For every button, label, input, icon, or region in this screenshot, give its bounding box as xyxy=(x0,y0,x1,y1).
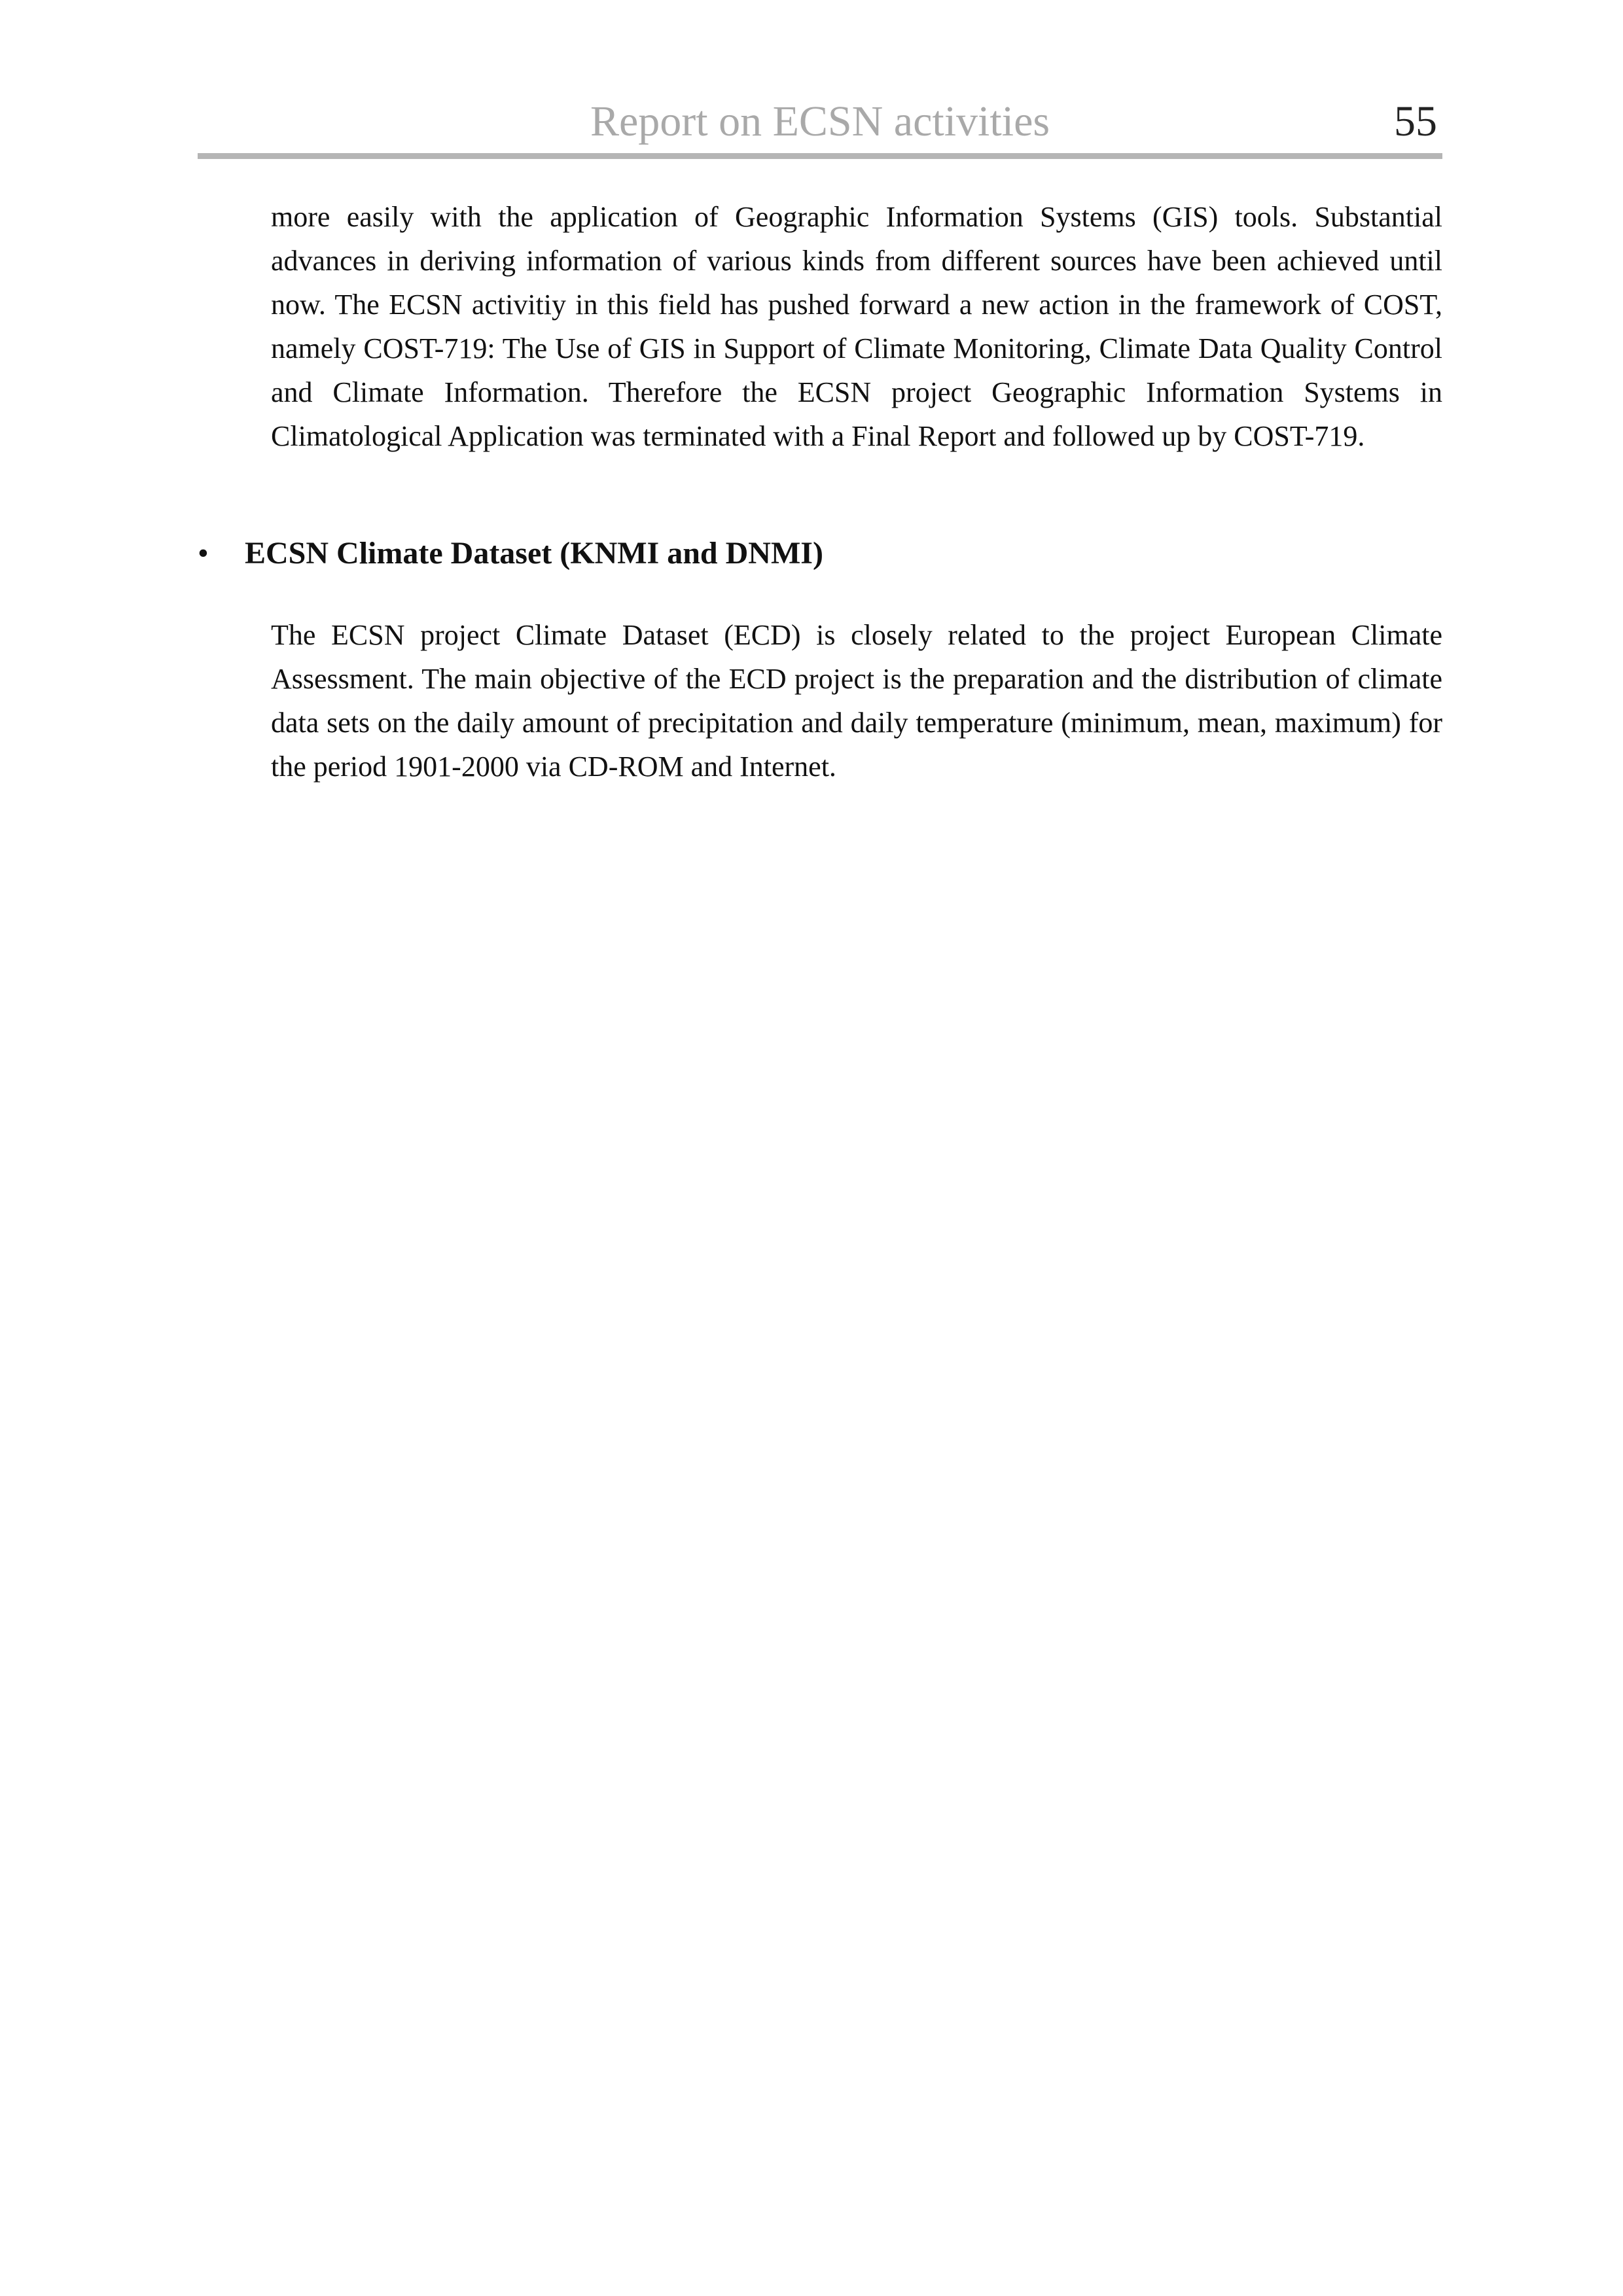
bullet-icon: • xyxy=(198,536,209,571)
page-content xyxy=(198,195,1442,788)
section-paragraph: The ECSN project Climate Dataset (ECD) is closely related to the project European Climate Assessment. The main objective of the ECD project is the preparation and the distribution of climate data sets on the daily amount of precipitation and daily temperature (minimum, mean, maximum) for the period 1901-2000 via CD-ROM and Internet. xyxy=(271,619,1442,783)
continued-paragraph: more easily with the application of Geographic Information Systems (GIS) tools. Substantial advances in deriving information of various kinds from different sources have been achieved until now. The ECSN activitiy in this field has pushed forward a new action in the framework of COST, namely COST-719: The Use of GIS in Support of Climate Monitoring, Climate Data Quality Control and Climate Information. Therefore the ECSN project Geographic Information Systems in Climatological Application was terminated with a Final Report and followed up by COST-719. xyxy=(271,201,1442,452)
running-header-title: Report on ECSN activities xyxy=(590,97,1050,145)
page-number: 55 xyxy=(1394,97,1437,145)
header-rule xyxy=(198,153,1442,159)
section-heading-text: ECSN Climate Dataset (KNMI and DNMI) xyxy=(245,536,823,571)
section-heading xyxy=(198,531,1442,575)
page-header xyxy=(198,92,1442,157)
